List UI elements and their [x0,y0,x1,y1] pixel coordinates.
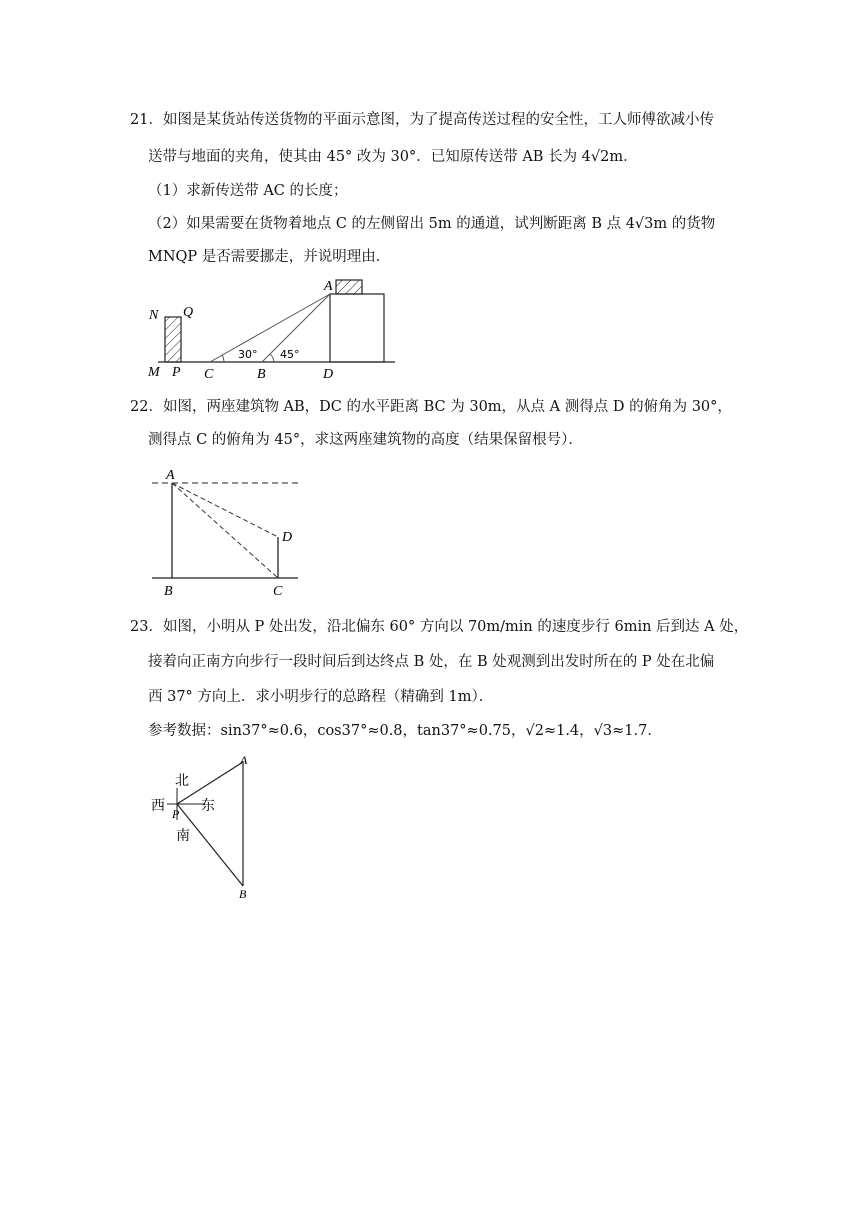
label-south: 南 [176,828,190,844]
p21-line5: MNQP 是否需要挪走，并说明理由． [148,249,391,265]
label-east: 东 [201,798,215,814]
p23-line4: 参考数据：sin37°≈0.6，cos37°≈0.8，tan37°≈0.75，√2≈1.4，√3≈1.7． [148,723,662,739]
angle-arc-45 [270,354,274,362]
p21-line2: 送带与地面的夹角，使其由 45° 改为 30°．已知原传送带 AB 长为 4√2m． [148,149,638,165]
p23-line1: 23．如图，小明从 P 处出发，沿北偏东 60° 方向以 70m/min 的速度步行 6min 后到达 A 处， [130,619,749,635]
platform-building [330,294,384,362]
label-a: A [240,753,248,767]
p22-buildings-figure [140,465,310,600]
label-a: A [166,468,175,483]
sight-line-ac [172,483,278,578]
p21-conveyor-figure [140,270,410,385]
label-d: D [282,530,293,545]
p23-line2: 接着向正南方向步行一段时间后到达终点 B 处，在 B 处观测到出发时所在的 P 处在北偏 [148,654,715,670]
label-b: B [239,887,247,901]
label-d: D [323,367,334,382]
p23-compass-figure [145,752,265,902]
label-c: C [204,367,214,382]
p21-line1: 21．如图是某货站传送货物的平面示意图，为了提高传送过程的安全性，工人师傅欲减小传 [130,112,714,128]
label-q: Q [183,305,194,320]
sight-line-ad [172,483,278,537]
label-n: N [149,308,159,323]
p22-line1: 22．如图，两座建筑物 AB，DC 的水平距离 BC 为 30m，从点 A 测得点 D 的俯角为 30°， [130,399,732,415]
conveyor-ac [210,294,330,362]
line-pb [177,804,243,886]
angle-arc-30 [222,355,224,362]
p23-line3: 西 37° 方向上．求小明步行的总路程（精确到 1m）． [148,689,494,705]
label-c: C [273,584,283,599]
label-west: 西 [151,798,165,814]
label-b: B [164,584,173,599]
p21-line4: （2）如果需要在货物着地点 C 的左侧留出 5m 的通道，试判断距离 B 点 4√3m 的货物 [148,216,716,232]
label-p: P [172,365,181,380]
label-a: A [324,279,333,294]
top-cargo [336,280,362,294]
label-north: 北 [175,773,189,789]
cargo-mnqp [165,317,181,362]
label-b: B [257,367,266,382]
p22-line2: 测得点 C 的俯角为 45°，求这两座建筑物的高度（结果保留根号）． [148,432,583,448]
label-angle-45: 45° [280,348,300,361]
label-m: M [148,365,160,380]
p21-line3: （1）求新传送带 AC 的长度； [148,183,348,199]
label-angle-30: 30° [238,348,258,361]
label-p: P [172,807,180,821]
